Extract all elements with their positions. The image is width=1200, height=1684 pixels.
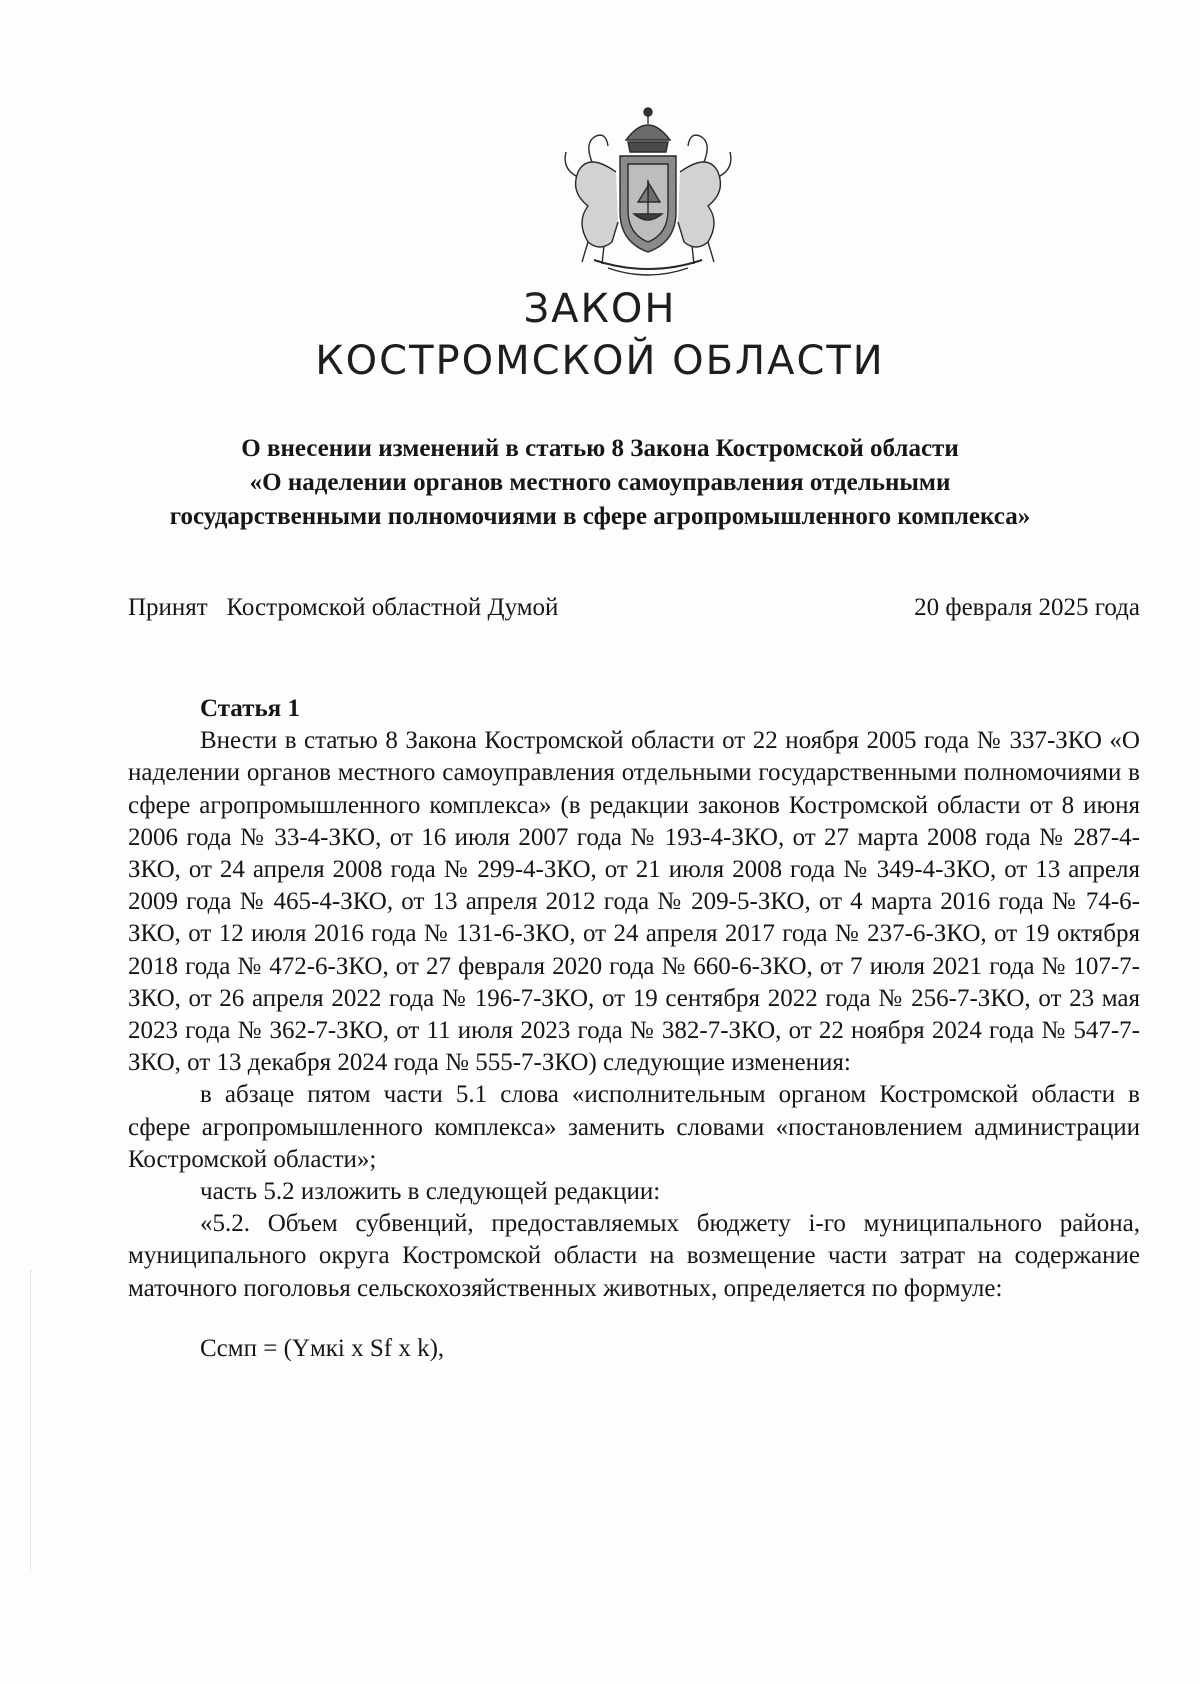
subject-line: О внесении изменений в статью 8 Закона Костромской области xyxy=(241,435,959,462)
article-paragraph: «5.2. Объем субвенций, предоставляемых бюджету i-го муниципального района, муниципального округа Костромской области на возмещение части затрат на содержание маточного поголовья сельскохозяйственных животных, определяется по формуле: xyxy=(128,1210,1140,1302)
law-region-title: КОСТРОМСКОЙ ОБЛАСТИ xyxy=(315,338,885,384)
coat-of-arms-icon xyxy=(548,102,748,282)
scan-margin-marks xyxy=(30,1270,33,1570)
article-heading: Статья 1 xyxy=(200,695,300,722)
subvention-formula: Cсмп = (Yмкi x Sf x k), xyxy=(200,1334,445,1362)
law-subject xyxy=(120,432,1080,534)
law-title: ЗАКОН xyxy=(523,286,677,332)
subject-line: «О наделении органов местного самоуправления отдельными xyxy=(249,469,951,496)
article-paragraph: в абзаце пятом части 5.1 слова «исполнительным органом Костромской области в сфере агропромышленного комплекса» заменить словами «постановлением администрации Костромской области»; xyxy=(128,1081,1140,1173)
article-paragraph: Внести в статью 8 Закона Костромской области от 22 ноября 2005 года № 337-ЗКО «О наделении органов местного самоуправления отдельными государственными полномочиями в сфере агропромышленного комплекса» (в редакции законов Костромской области от 8 июня 2006 года № 33-4-ЗКО, от 16 июля 2007 года № 193-4-ЗКО, от 27 марта 2008 года № 287-4-ЗКО, от 24 апреля 2008 года № 299-4-ЗКО, от 21 июля 2008 года № 349-4-ЗКО, от 13 апреля 2009 года № 465-4-ЗКО, от 13 апреля 2012 года № 209-5-ЗКО, от 4 марта 2016 года № 74-6-ЗКО, от 12 июля 2016 года № 131-6-ЗКО, от 24 апреля 2017 года № 237-6-ЗКО, от 19 октября 2018 года № 472-6-ЗКО, от 27 февраля 2020 года № 660-6-ЗКО, от 7 июля 2021 года № 107-7-ЗКО, от 26 апреля 2022 года № 196-7-ЗКО, от 19 сентября 2022 года № 256-7-ЗКО, от 23 мая 2023 года № 362-7-ЗКО, от 11 июля 2023 года № 382-7-ЗКО, от 22 ноября 2024 года № 547-7-ЗКО, от 13 декабря 2024 года № 555-7-ЗКО) следующие изменения: xyxy=(128,727,1140,1077)
adoption-date: 20 февраля 2025 года xyxy=(914,594,1140,621)
subject-line: государственными полномочиями в сфере агропромышленного комплекса» xyxy=(169,503,1031,530)
adoption-line xyxy=(128,594,1140,622)
article-body xyxy=(128,693,1140,1365)
article-paragraph: часть 5.2 изложить в следующей редакции: xyxy=(200,1178,661,1206)
adopted-by: Принят Костромской областной Думой xyxy=(128,594,559,621)
